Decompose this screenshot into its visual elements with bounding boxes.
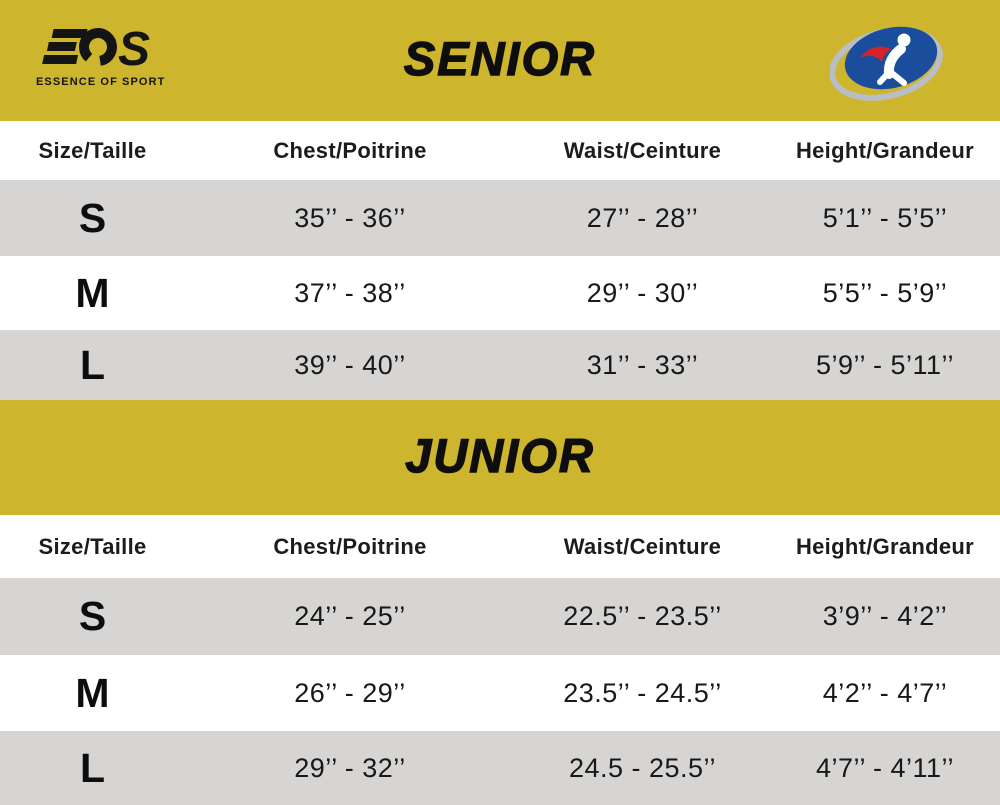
senior-header-row xyxy=(0,121,1000,180)
waist-value: 24.5 - 25.5’’ xyxy=(568,752,717,783)
table-row xyxy=(0,256,1000,330)
height-value: 4’2’’ - 4’7’’ xyxy=(822,677,948,708)
size-value: M xyxy=(75,669,110,716)
chest-value: 39’’ - 40’’ xyxy=(294,349,406,380)
skater-emblem-icon xyxy=(830,11,952,109)
table-row xyxy=(0,731,1000,805)
senior-banner xyxy=(0,0,1000,121)
table-row xyxy=(0,655,1000,731)
height-value: 3’9’’ - 4’2’’ xyxy=(822,601,948,631)
chest-value: 37’’ - 38’’ xyxy=(294,277,406,308)
col-height: Height/Grandeur xyxy=(795,137,975,163)
eos-monogram-icon xyxy=(36,27,156,75)
table-row xyxy=(0,578,1000,655)
chest-value: 24’’ - 25’’ xyxy=(294,601,406,631)
size-value: M xyxy=(75,269,110,316)
col-waist: Waist/Ceinture xyxy=(563,137,722,163)
junior-title: JUNIOR xyxy=(405,429,595,482)
chest-value: 35’’ - 36’’ xyxy=(294,202,406,233)
waist-value: 23.5’’ - 24.5’’ xyxy=(563,677,722,708)
col-waist: Waist/Ceinture xyxy=(563,533,722,559)
waist-value: 27’’ - 28’’ xyxy=(586,202,699,233)
col-height: Height/Grandeur xyxy=(795,533,975,559)
col-size: Size/Taille xyxy=(38,533,147,559)
waist-value: 29’’ - 30’’ xyxy=(586,277,699,308)
col-chest: Chest/Poitrine xyxy=(273,137,427,163)
table-row xyxy=(0,180,1000,256)
waist-value: 31’’ - 33’’ xyxy=(586,349,699,380)
eos-s-letter: S xyxy=(118,27,151,75)
height-value: 5’1’’ - 5’5’’ xyxy=(822,202,948,233)
height-value: 4’7’’ - 4’11’’ xyxy=(815,752,955,783)
table-row xyxy=(0,330,1000,400)
chest-value: 26’’ - 29’’ xyxy=(294,677,406,708)
senior-title: SENIOR xyxy=(403,32,597,85)
junior-header-row xyxy=(0,515,1000,578)
skater-emblem-logo xyxy=(830,11,952,109)
height-value: 5’5’’ - 5’9’’ xyxy=(822,277,948,308)
size-value: S xyxy=(78,194,107,241)
waist-value: 22.5’’ - 23.5’’ xyxy=(563,601,722,631)
size-value: L xyxy=(79,341,106,388)
brand-tagline: ESSENCE OF SPORT xyxy=(36,76,166,88)
height-value: 5’9’’ - 5’11’’ xyxy=(815,349,955,380)
eos-logo xyxy=(36,27,166,93)
size-value: S xyxy=(78,593,107,639)
junior-banner xyxy=(0,400,1000,515)
col-chest: Chest/Poitrine xyxy=(273,533,427,559)
chest-value: 29’’ - 32’’ xyxy=(294,752,406,783)
size-value: L xyxy=(79,744,106,791)
col-size: Size/Taille xyxy=(38,137,147,163)
